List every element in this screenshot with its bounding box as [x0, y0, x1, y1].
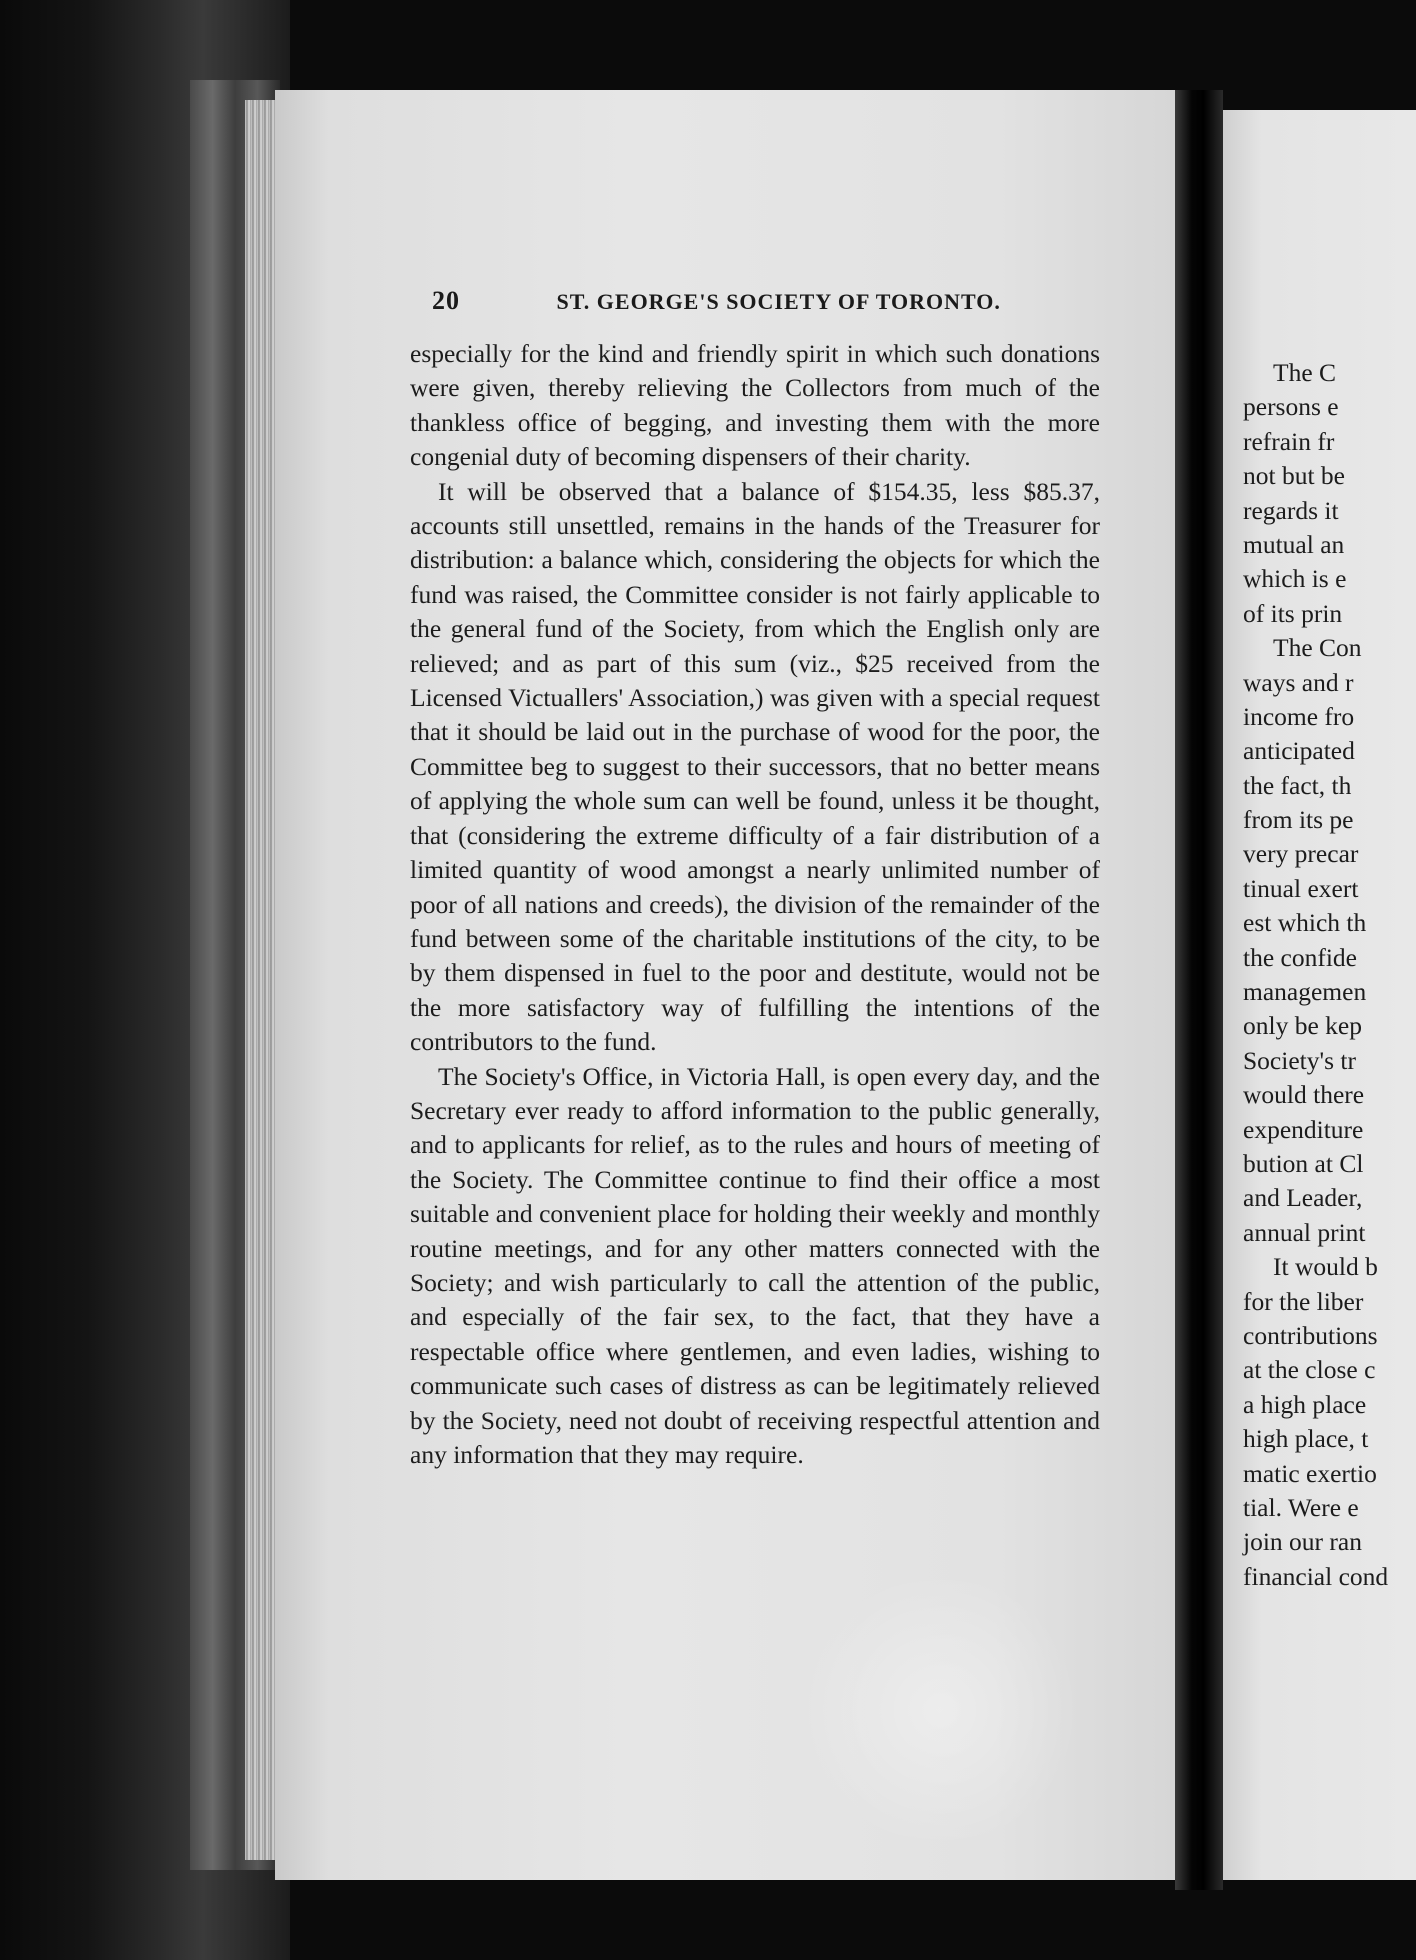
right-page-line: persons e	[1243, 392, 1339, 422]
paragraph-1: especially for the kind and friendly spirit in which such donations were given, thereby relieving the Collectors from much of the thankless office of begging, and investing them with the more congenial duty of becoming dispensers of their charity.	[410, 339, 1100, 472]
right-page-line: The C	[1273, 358, 1337, 387]
right-page-text	[1243, 356, 1416, 1594]
page-number: 20	[432, 286, 460, 315]
page-smudge	[790, 1580, 1090, 1840]
running-head	[432, 286, 1102, 316]
body-text	[410, 337, 1100, 1472]
right-page-line: which is e	[1243, 564, 1347, 594]
right-page	[1223, 110, 1416, 1880]
right-page-line: Society's tr	[1243, 1045, 1356, 1075]
right-page-line: managemen	[1243, 977, 1367, 1007]
paragraph-2: It will be observed that a balance of $154.35, less $85.37, accounts still unsettled, remains in the hands of the Treasurer for distribution: a balance which, considering the objects for which the fund was raised, the Committee consider is not fairly applicable to the general fund of the Society, from which the English only are relieved; and as part of this sum (viz., $25 received from the Licensed Victuallers' Association,) was given with a special request that it should be laid out in the purchase of wood for the poor, the Committee beg to suggest to their successors, that no better means of applying the whole sum can well be found, unless it be thought, that (considering the extreme difficulty of a fair distribution of a limited quantity of wood amongst a nearly unlimited number of poor of all nations and creeds), the division of the remainder of the fund between some of the charitable institutions of the city, to be by them dispensed in fuel to the poor and destitute, would not be the more satisfactory way of fulfilling the intentions of the contributors to the fund.	[410, 476, 1100, 1057]
right-page-line: at the close c	[1243, 1355, 1376, 1385]
right-page-line: very precar	[1243, 839, 1359, 869]
right-page-line: for the liber	[1243, 1286, 1364, 1316]
right-page-line: The Con	[1273, 633, 1362, 663]
right-page-line: regards it	[1243, 495, 1339, 525]
right-page-line: and Leader,	[1243, 1183, 1363, 1213]
right-page-line: It would b	[1273, 1252, 1378, 1282]
right-page-line: bution at Cl	[1243, 1148, 1364, 1178]
paragraph-3: The Society's Office, in Victoria Hall, is open every day, and the Secretary ever ready to afford information to the public generally, and to applicants for relief, as to the rules and hours of meeting of the Society. The Committee continue to find their office a most suitable and convenient place for holding their weekly and monthly routine meetings, and for any other matters connected with the Society; and wish particularly to call the attention of the public, and especially of the fair sex, to the fact, that they have a respectable office where gentlemen, and even ladies, wishing to communicate such cases of distress as can be legitimately relieved by the Society, need not doubt of receiving respectful attention and any information that they may require.	[410, 1061, 1100, 1469]
book-gutter	[1175, 90, 1223, 1890]
right-page-line: financial cond	[1243, 1561, 1389, 1591]
right-page-line: est which th	[1243, 908, 1367, 938]
right-page-line: of its prin	[1243, 598, 1343, 628]
right-page-line: matic exertio	[1243, 1458, 1377, 1488]
right-page-line: high place, t	[1243, 1424, 1369, 1454]
right-page-line: annual print	[1243, 1217, 1366, 1247]
right-page-line: ways and r	[1243, 667, 1354, 697]
right-page-line: contributions	[1243, 1320, 1378, 1350]
right-page-line: only be kep	[1243, 1011, 1362, 1041]
right-page-line: tial. Were e	[1243, 1492, 1359, 1522]
page-stack-edges	[245, 100, 275, 1860]
right-page-line: refrain fr	[1243, 426, 1335, 456]
right-page-line: anticipated	[1243, 736, 1355, 766]
right-page-line: the confide	[1243, 942, 1357, 972]
right-page-line: would there	[1243, 1080, 1365, 1110]
right-page-line: from its pe	[1243, 805, 1354, 835]
running-head-title: ST. GEORGE'S SOCIETY OF TORONTO.	[556, 289, 1001, 314]
right-page-line: a high place	[1243, 1389, 1367, 1419]
right-page-line: income fro	[1243, 701, 1355, 731]
right-page-line: not but be	[1243, 461, 1345, 491]
right-page-line: join our ran	[1243, 1527, 1362, 1557]
right-page-line: expenditure	[1243, 1114, 1364, 1144]
right-page-line: the fact, th	[1243, 770, 1352, 800]
right-page-line: mutual an	[1243, 529, 1345, 559]
right-page-line: tinual exert	[1243, 873, 1359, 903]
